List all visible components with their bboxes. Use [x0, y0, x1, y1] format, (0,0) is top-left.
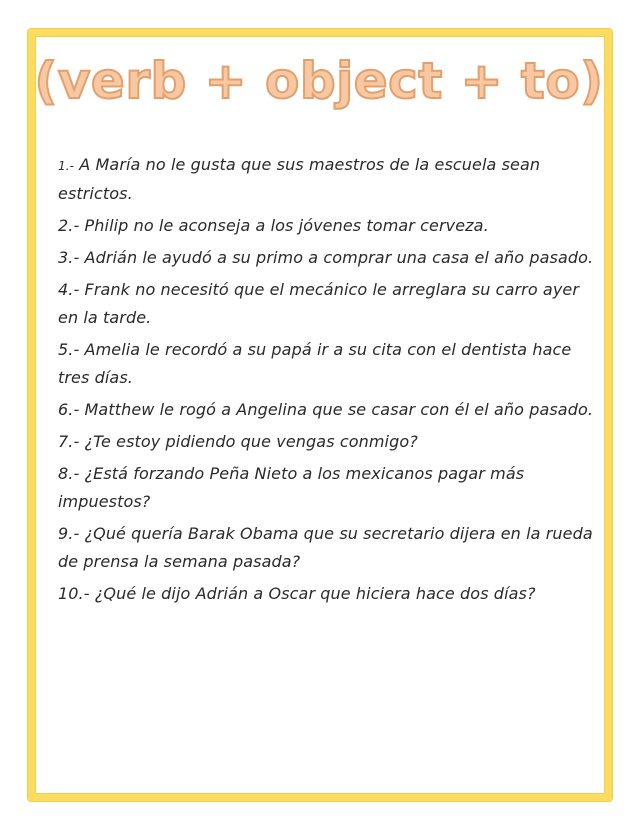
sentence-text: Frank no necesitó que el mecánico le arreglara su carro ayer en la tarde.: [58, 280, 580, 327]
list-item: [58, 151, 603, 208]
sentence-text: ¿Te estoy pidiendo que vengas conmigo?: [79, 432, 418, 451]
list-item: [58, 580, 603, 608]
page-title: (verb + object + to): [34, 52, 604, 110]
sentence-list: [58, 151, 603, 612]
sentence-text: ¿Qué le dijo Adrián a Oscar que hiciera hace dos días?: [89, 584, 536, 603]
list-item: [58, 460, 603, 516]
sentence-text: ¿Está forzando Peña Nieto a los mexicanos pagar más impuestos?: [58, 464, 525, 511]
list-item: [58, 212, 603, 240]
sentence-text: A María no le gusta que sus maestros de la escuela sean estrictos.: [58, 155, 541, 203]
sentence-number: 9.-: [58, 524, 80, 543]
sentence-text: Philip no le aconseja a los jóvenes tomar cerveza.: [79, 216, 489, 235]
list-item: [58, 396, 603, 424]
sentence-number: 2.-: [58, 216, 80, 235]
sentence-number: 10.-: [58, 584, 90, 603]
sentence-number: 3.-: [58, 248, 80, 267]
sentence-text: Adrián le ayudó a su primo a comprar una casa el año pasado.: [79, 248, 594, 267]
sentence-text: Matthew le rogó a Angelina que se casar con él el año pasado.: [79, 400, 594, 419]
list-item: [58, 244, 603, 272]
sentence-number: 6.-: [58, 400, 80, 419]
sentence-number: 7.-: [58, 432, 80, 451]
sentence-number: 8.-: [58, 464, 80, 483]
list-item: [58, 336, 603, 392]
sentence-number: 5.-: [58, 340, 80, 359]
list-item: [58, 276, 603, 332]
sentence-number: 4.-: [58, 280, 80, 299]
list-item: [58, 428, 603, 456]
list-item: [58, 520, 603, 576]
sentence-number: 1.-: [58, 159, 75, 173]
sentence-text: Amelia le recordó a su papá ir a su cita con el dentista hace tres días.: [58, 340, 572, 387]
sentence-text: ¿Qué quería Barak Obama que su secretario dijera en la rueda de prensa la semana pasada?: [58, 524, 593, 571]
